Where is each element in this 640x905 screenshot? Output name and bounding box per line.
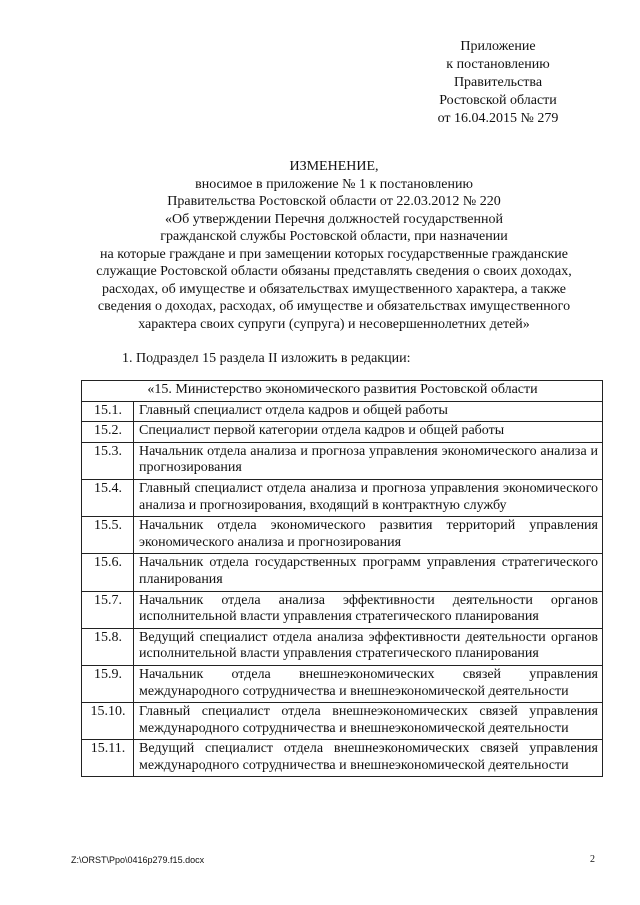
- appendix-line: от 16.04.2015 № 279: [437, 111, 559, 126]
- table-row: [82, 442, 603, 479]
- table-row: [82, 665, 603, 702]
- title-line: Правительства Ростовской области от 22.03.2012 № 220: [167, 194, 501, 209]
- row-text: Ведущий специалист отдела анализа эффективности деятельности органов исполнительной власти управления стратегического планирования: [134, 628, 603, 665]
- title-line: сведения о доходах, расходах, об имуществе и обязательствах имущественного: [97, 299, 571, 314]
- row-number: 15.2.: [82, 422, 134, 443]
- table-row: [82, 517, 603, 554]
- page-number: 2: [590, 854, 595, 865]
- title-line: расходах, об имуществе и обязательствах имущественного характера, а также: [101, 281, 567, 297]
- row-number: 15.5.: [82, 517, 134, 554]
- table-row: [82, 740, 603, 777]
- row-text: Специалист первой категории отдела кадров и общей работы: [134, 422, 603, 443]
- row-text: Главный специалист отдела анализа и прогноза управления экономического анализа и прогнозирования, входящий в контрактную службу: [134, 479, 603, 516]
- file-path: Z:\ORST\Ppo\0416p279.f15.docx: [71, 855, 205, 865]
- table-row: [82, 703, 603, 740]
- table-row: [82, 591, 603, 628]
- row-text: Начальник отдела государственных программ управления стратегического планирования: [134, 554, 603, 591]
- appendix-line: Ростовской области: [439, 93, 557, 108]
- appendix-line: к постановлению: [446, 57, 550, 72]
- title-line: характера своих супруги (супруга) и несовершеннолетних детей»: [138, 316, 530, 332]
- title-line: на которые граждане и при замещении которых государственные гражданские: [100, 246, 568, 262]
- appendix-line: Приложение: [460, 39, 536, 54]
- title-line: гражданской службы Ростовской области, при назначении: [160, 229, 508, 244]
- title-line: служащие Ростовской области обязаны представлять сведения о своих доходах,: [96, 264, 572, 279]
- table-row: [82, 628, 603, 665]
- row-text: Главный специалист отдела кадров и общей работы: [134, 401, 603, 422]
- row-number: 15.8.: [82, 628, 134, 665]
- title-line: «Об утверждении Перечня должностей государственной: [165, 211, 503, 227]
- appendix-block: [392, 38, 604, 128]
- table-row: [82, 554, 603, 591]
- table-row: [82, 401, 603, 422]
- row-number: 15.11.: [82, 740, 134, 777]
- row-number: 15.9.: [82, 665, 134, 702]
- title-line: вносимое в приложение № 1 к постановлению: [195, 176, 473, 192]
- document-title: [60, 158, 608, 333]
- row-text: Ведущий специалист отдела внешнеэкономических связей управления международного сотрудничества и внешнеэкономической деятельности: [134, 740, 603, 777]
- row-number: 15.10.: [82, 703, 134, 740]
- row-number: 15.3.: [82, 442, 134, 479]
- table-row: [82, 479, 603, 516]
- row-number: 15.6.: [82, 554, 134, 591]
- row-number: 15.1.: [82, 401, 134, 422]
- positions-table: [81, 380, 603, 777]
- row-text: Главный специалист отдела внешнеэкономических связей управления международного сотрудничества и внешнеэкономической деятельности: [134, 703, 603, 740]
- row-text: Начальник отдела анализа эффективности деятельности органов исполнительной власти управления стратегического планирования: [134, 591, 603, 628]
- table-header-cell: «15. Министерство экономического развития Ростовской области: [82, 381, 603, 402]
- row-number: 15.7.: [82, 591, 134, 628]
- row-text: Начальник отдела анализа и прогноза управления экономического анализа и прогнозирования: [134, 442, 603, 479]
- table-header-row: [82, 381, 603, 402]
- row-number: 15.4.: [82, 479, 134, 516]
- title-line: ИЗМЕНЕНИЕ,: [289, 159, 379, 174]
- item-1-paragraph: 1. Подраздел 15 раздела II изложить в редакции:: [122, 351, 411, 366]
- appendix-line: Правительства: [453, 75, 543, 90]
- row-text: Начальник отдела экономического развития территорий управления экономического анализа и прогнозирования: [134, 517, 603, 554]
- table-row: [82, 422, 603, 443]
- row-text: Начальник отдела внешнеэкономических связей управления международного сотрудничества и внешнеэкономической деятельности: [134, 665, 603, 702]
